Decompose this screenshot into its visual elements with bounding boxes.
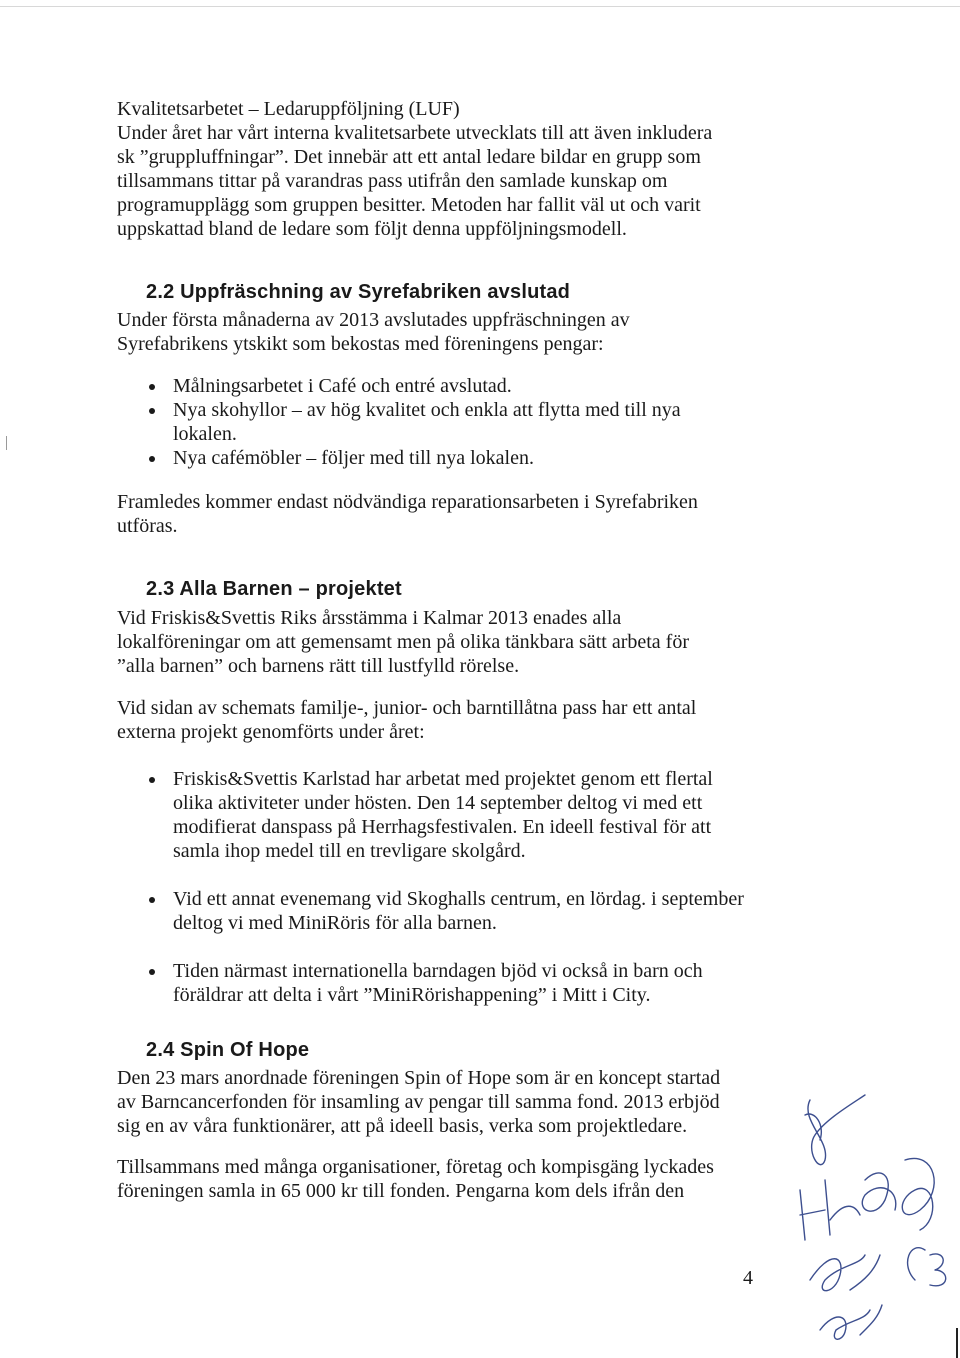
section-2-3-p1 [117,606,757,678]
section-2-3-p2 [117,696,757,744]
bullet-icon [149,456,155,462]
list-item [146,446,716,470]
list-item-text: Vid ett annat evenemang vid Skoghalls centrum, en lördag. i september deltog vi med MiniRöris för alla barnen. [173,888,744,934]
list-item-text: Målningsarbetet i Café och entré avslutad. [173,375,512,397]
paragraph-line: Vid Friskis&Svettis Riks årsstämma i Kalmar 2013 enades alla [117,607,622,629]
quality-heading: Kvalitetsarbetet – Ledaruppföljning (LUF) [117,98,460,120]
paragraph-line: Under första månaderna av 2013 avslutades uppfräschningen av [117,309,630,331]
quality-line: Under året har vårt interna kvalitetsarbete utvecklats till att även inkludera [117,122,713,144]
list-item [146,767,746,863]
section-2-2-intro [117,308,757,356]
section-2-3-heading: 2.3 Alla Barnen – projektet [146,578,402,600]
quality-section [117,97,757,241]
list-item-text: Friskis&Svettis Karlstad har arbetat med projektet genom ett flertal olika aktiviteter under hösten. Den 14 september deltog vi med ett modifierat danspass på Herrhagsfestivalen. En ideell festival för att samla ihop medel till en trevligare skolgård. [173,768,713,862]
section-2-4-p1 [117,1066,757,1138]
quality-line: tillsammans tittar på varandras pass utifrån den samlade kunskap om [117,170,668,192]
section-2-4-heading: 2.4 Spin Of Hope [146,1039,310,1061]
paragraph-line: utföras. [117,515,178,537]
list-item-text: Tiden närmast internationella barndagen bjöd vi också in barn och föräldrar att delta i vårt ”MiniRörishappening” i Mitt i City. [173,960,703,1006]
bullet-icon [149,777,155,783]
scan-mark [6,436,7,450]
list-item [146,959,746,1007]
paragraph-line: externa projekt genomförts under året: [117,721,425,743]
quality-line: sk ”gruppluffningar”. Det innebär att ett antal ledare bildar en grupp som [117,146,701,168]
paragraph-line: föreningen samla in 65 000 kr till fonden. Pengarna kom dels ifrån den [117,1180,685,1202]
paragraph-line: Den 23 mars anordnade föreningen Spin of Hope som är en koncept startad [117,1067,721,1089]
handwritten-signatures-icon [770,1080,960,1350]
paragraph-line: sig en av våra funktionärer, att på ideell basis, verka som projektledare. [117,1115,688,1137]
quality-line: programupplägg som gruppen besitter. Metoden har fallit väl ut och varit [117,194,701,216]
bullet-icon [149,969,155,975]
paragraph-line: lokalföreningar om att gemensamt men på olika tänkbara sätt arbeta för [117,631,690,653]
paragraph-line: av Barncancerfonden för insamling av pengar till samma fond. 2013 erbjöd [117,1091,720,1113]
scan-edge [0,6,960,7]
quality-line: uppskattad bland de ledare som följt denna uppföljningsmodell. [117,218,627,240]
page-number: 4 [743,1267,753,1289]
paragraph-line: Vid sidan av schemats familje-, junior- och barntillåtna pass har ett antal [117,697,697,719]
bullet-icon [149,897,155,903]
list-item [146,374,716,398]
paragraph-line: ”alla barnen” och barnens rätt till lustfylld rörelse. [117,655,520,677]
list-item [146,398,716,446]
section-2-4-p2 [117,1155,757,1203]
list-item [146,887,746,935]
paragraph-line: Syrefabrikens ytskikt som bekostas med föreningens pengar: [117,333,604,355]
paragraph-line: Tillsammans med många organisationer, företag och kompisgäng lyckades [117,1156,714,1178]
section-2-3-bullets [146,767,746,1031]
bullet-icon [149,384,155,390]
list-item-text: Nya skohyllor – av hög kvalitet och enkla att flytta med till nya lokalen. [173,399,681,445]
bullet-icon [149,408,155,414]
paragraph-line: Framledes kommer endast nödvändiga reparationsarbeten i Syrefabriken [117,491,698,513]
section-2-2-heading: 2.2 Uppfräschning av Syrefabriken avslutad [146,281,571,303]
list-item-text: Nya cafémöbler – följer med till nya lokalen. [173,447,534,469]
section-2-2-bullets [146,374,716,470]
section-2-2-closing [117,490,757,538]
